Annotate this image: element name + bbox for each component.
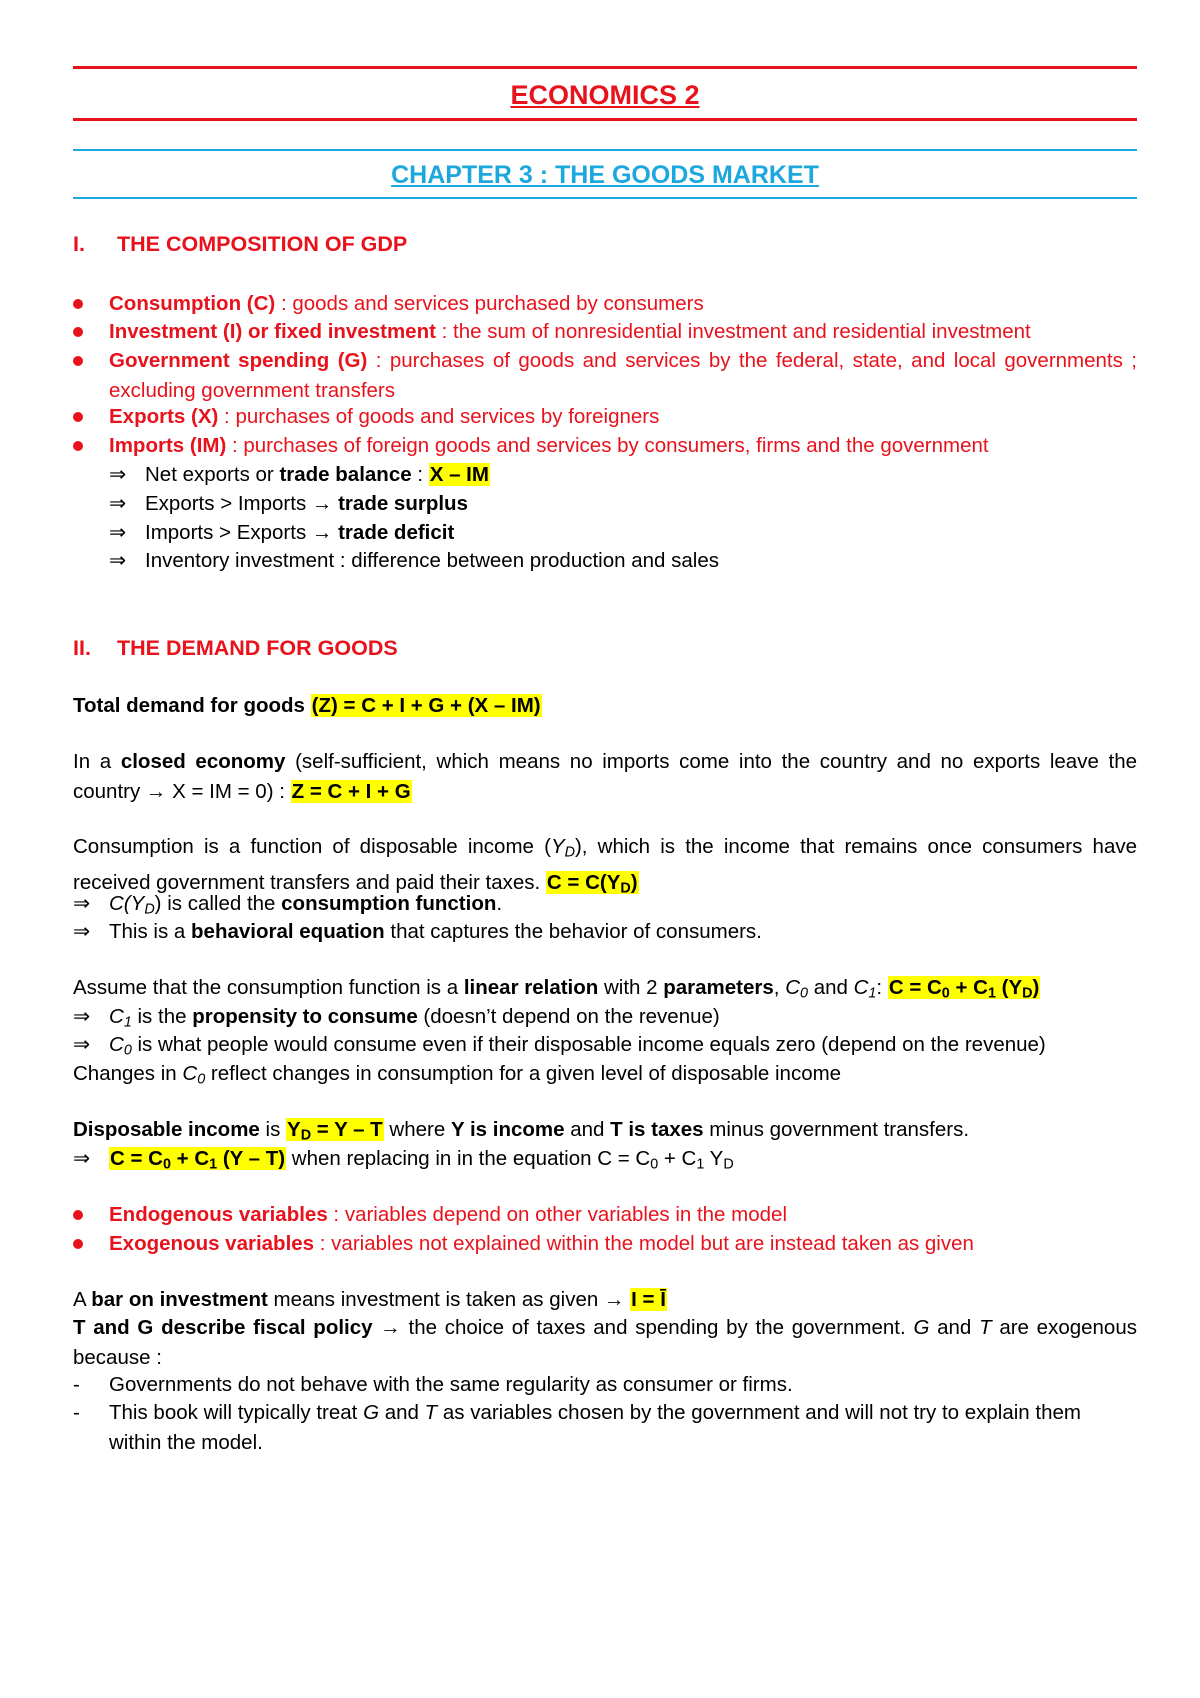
disposable-income-line: Disposable income is $Y_D = Y - T$ where Y is income and T is taxes minus government transfers. — [73, 1118, 970, 1144]
arrow-item-deficit: ⇒ Imports > Exports → trade deficit — [109, 521, 455, 544]
list-item: - This book will typically treat G and T as variables chosen by the government and will not try to explain them within the model. — [73, 1401, 1081, 1454]
chapter-title: CHAPTER 3 : THE GOODS MARKET — [391, 161, 819, 189]
implies-arrow-icon: ⇒ — [73, 920, 91, 943]
document-title: ECONOMICS 2 — [510, 80, 700, 110]
consumption-paragraph: Consumption is a function of disposable income $(Y_D)$, which is the income that remains once consumers have received government transfers and paid their taxes. $C = C(Y_D)$ — [73, 835, 1137, 897]
bullet-icon — [73, 356, 83, 366]
chapter-top-rule — [73, 149, 1137, 151]
chapter-bottom-rule — [73, 197, 1137, 199]
arrow-item-inventory: ⇒ Inventory investment : difference between production and sales — [109, 549, 719, 572]
bullet-icon — [73, 299, 83, 309]
implies-arrow-icon: ⇒ — [73, 1147, 91, 1170]
section-heading-demand: II. THE DEMAND FOR GOODS — [73, 636, 398, 660]
closed-economy-paragraph: In a closed economy (self-sufficient, which means no imports come into the country and no exports leave the country → X = IM = 0) : Z = C + I + G — [73, 750, 1138, 803]
bullet-icon — [73, 1210, 83, 1220]
linear-relation-line: Assume that the consumption function is a linear relation with 2 parameters, $C_0$ and $C_1$: $C = C_0 + C_1$ $(Y_D)$ — [73, 976, 1040, 1002]
propensity-line: ⇒ $C_1$ is the propensity to consume (doesn’t depend on the revenue) — [73, 1005, 720, 1031]
bullet-icon — [73, 441, 83, 451]
bullet-icon — [73, 1239, 83, 1249]
title-top-rule — [73, 66, 1137, 69]
changes-line: Changes in $C_0$ reflect changes in consumption for a given level of disposable income — [73, 1062, 842, 1088]
implies-arrow-icon: ⇒ — [109, 521, 127, 544]
fiscal-policy-paragraph: T and G describe fiscal policy → the choice of taxes and spending by the government. G and T are exogenous because : — [73, 1316, 1137, 1369]
bullet-icon — [73, 412, 83, 422]
bar-investment-line: A bar on investment means investment is taken as given → I = Ī — [73, 1288, 666, 1311]
autonomous-consumption-line: ⇒ $C_0$ is what people would consume even if their disposable income equals zero (depend on the revenue) — [73, 1033, 1046, 1059]
implies-arrow-icon: ⇒ — [73, 1005, 91, 1028]
implies-arrow-icon: ⇒ — [109, 492, 127, 515]
arrow-item-surplus: ⇒ Exports > Imports → trade surplus — [109, 492, 468, 515]
implies-arrow-icon: ⇒ — [109, 463, 127, 486]
title-bottom-rule — [73, 118, 1137, 121]
bullet-icon — [73, 327, 83, 337]
arrow-item-trade-balance: ⇒ Net exports or trade balance : X – IM — [109, 463, 489, 486]
behavioral-equation-line: ⇒ This is a behavioral equation that captures the behavior of consumers. — [73, 920, 762, 943]
section-heading-composition: I. THE COMPOSITION OF GDP — [73, 232, 408, 256]
consumption-function-line: ⇒ $C(Y_D)$ is called the consumption function. — [73, 892, 503, 918]
implies-arrow-icon: ⇒ — [73, 892, 91, 915]
total-demand-line: Total demand for goods (Z) = C + I + G + (X – IM) — [73, 694, 541, 717]
implies-arrow-icon: ⇒ — [73, 1033, 91, 1056]
implies-arrow-icon: ⇒ — [109, 549, 127, 572]
replacement-line: ⇒ $C = C_0 + C_1$ (Y – T) when replacing in in the equation $C = C_0 + C_1$ $Y_D$ — [73, 1147, 734, 1173]
